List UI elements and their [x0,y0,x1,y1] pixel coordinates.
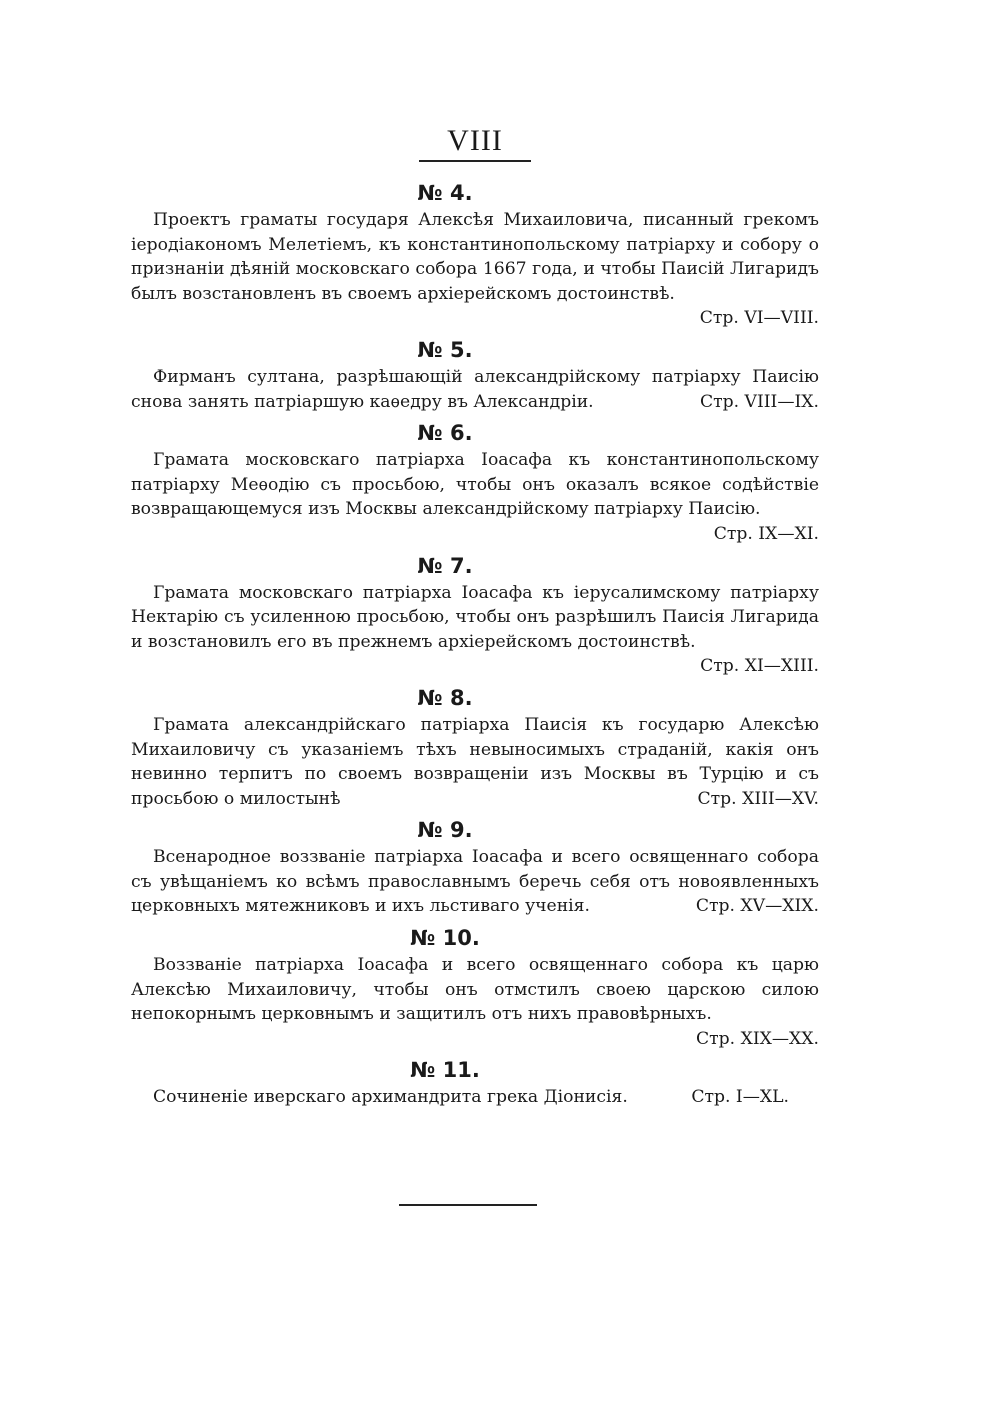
entry-text: Грамата московскаго патріарха Іоасафа къ константинопольскому патріарху Меѳодію съ просьбою, чтобы онъ оказалъ всякое содѣйствіе возвращающемуся изъ Москвы александрійскому патріарху Паисію. [131,450,819,520]
entry-body [131,448,819,546]
entry-page-range: Стр. XI—XIII. [700,656,819,677]
page-number: VIII [447,124,503,157]
contents-entry-5 [131,335,819,414]
contents-entry-4 [131,178,819,331]
contents-entry-8 [131,683,819,811]
entry-description [131,953,819,1049]
entry-text: Всенародное воззваніе патріарха Іоасафа и всего освященнаго собора съ увѣщаніемъ ко всѣмъ православнымъ беречь себя отъ новоявленныхъ церковныхъ мятежниковъ и ихъ льстиваго ученія. [131,847,819,917]
entry-body [131,581,819,679]
entry-number: № 8. [417,685,473,710]
entry-page-range: Стр. VIII—IX. [699,391,819,412]
entry-body [131,845,819,919]
entry-description [131,845,819,919]
entry-description [131,208,819,329]
contents-entry-9 [131,815,819,919]
entry-description [131,1085,819,1110]
entry-page-range: Стр. XIII—XV. [697,788,819,809]
entry-page-range: Стр. VI—VIII. [699,308,819,329]
entry-body [131,208,819,331]
entry-number: № 11. [410,1058,480,1083]
entry-number: № 9. [417,818,473,843]
contents-entry-11 [131,1055,819,1110]
entry-page-range: Стр. I—XL. [691,1087,789,1108]
entry-number: № 7. [417,553,473,578]
entry-description [131,365,819,414]
contents-list [131,178,819,1110]
entry-body [131,953,819,1051]
page-number-underline [419,160,531,162]
contents-entry-6 [131,418,819,546]
closing-rule [399,1204,537,1206]
entry-description [131,713,819,811]
entry-body [131,365,819,414]
entry-text: Сочиненіе иверскаго архимандрита грека Діонисія. [153,1087,628,1108]
entry-page-range: Стр. XV—XIX. [695,896,819,917]
entry-body [131,1085,819,1110]
entry-text: Грамата александрійскаго патріарха Паисія къ государю Алексѣю Михаиловичу съ указаніемъ тѣхъ невыносимыхъ страданій, какія онъ невинно терпитъ по своемъ возвращеніи изъ Москвы въ Турцію и съ просьбою о милостынѣ [131,714,819,809]
contents-entry-7 [131,551,819,679]
entry-text: Воззваніе патріарха Іоасафа и всего освященнаго собора къ царю Алексѣю Михаиловичу, чтобы онъ отмстилъ своею царскою силою непокорнымъ церковнымъ и защитилъ отъ нихъ правовѣрныхъ. [131,955,819,1025]
entry-text: Проектъ граматы государя Алексѣя Михаиловича, писанный грекомъ іеродіакономъ Мелетіемъ, къ константинопольскому патріарху и собору о признаніи дѣяній московскаго собора 1667 года, и чтобы Паисій Лигаридъ былъ возстановленъ въ своемъ архіерейскомъ достоинствѣ. [131,210,819,304]
entry-body [131,713,819,811]
entry-description [131,581,819,677]
entry-description [131,448,819,544]
contents-entry-10 [131,923,819,1051]
entry-number: № 5. [417,337,473,362]
entry-text: Фирманъ султана, разрѣшающій александрійскому патріарху Паисію снова занять патріаршую каѳедру въ Александріи. [131,366,819,412]
entry-page-range: Стр. IX—XI. [713,523,819,544]
entry-number: № 6. [417,421,473,446]
entry-page-range: Стр. XIX—XX. [696,1028,819,1049]
entry-text: Грамата московскаго патріарха Іоасафа къ іерусалимскому патріарху Нектарію съ усиленною просьбою, чтобы онъ разрѣшилъ Паисія Лигарида и возстановилъ его въ прежнемъ архіерейскомъ достоинствѣ. [131,582,819,652]
entry-number: № 4. [417,181,473,205]
entry-number: № 10. [410,926,480,951]
